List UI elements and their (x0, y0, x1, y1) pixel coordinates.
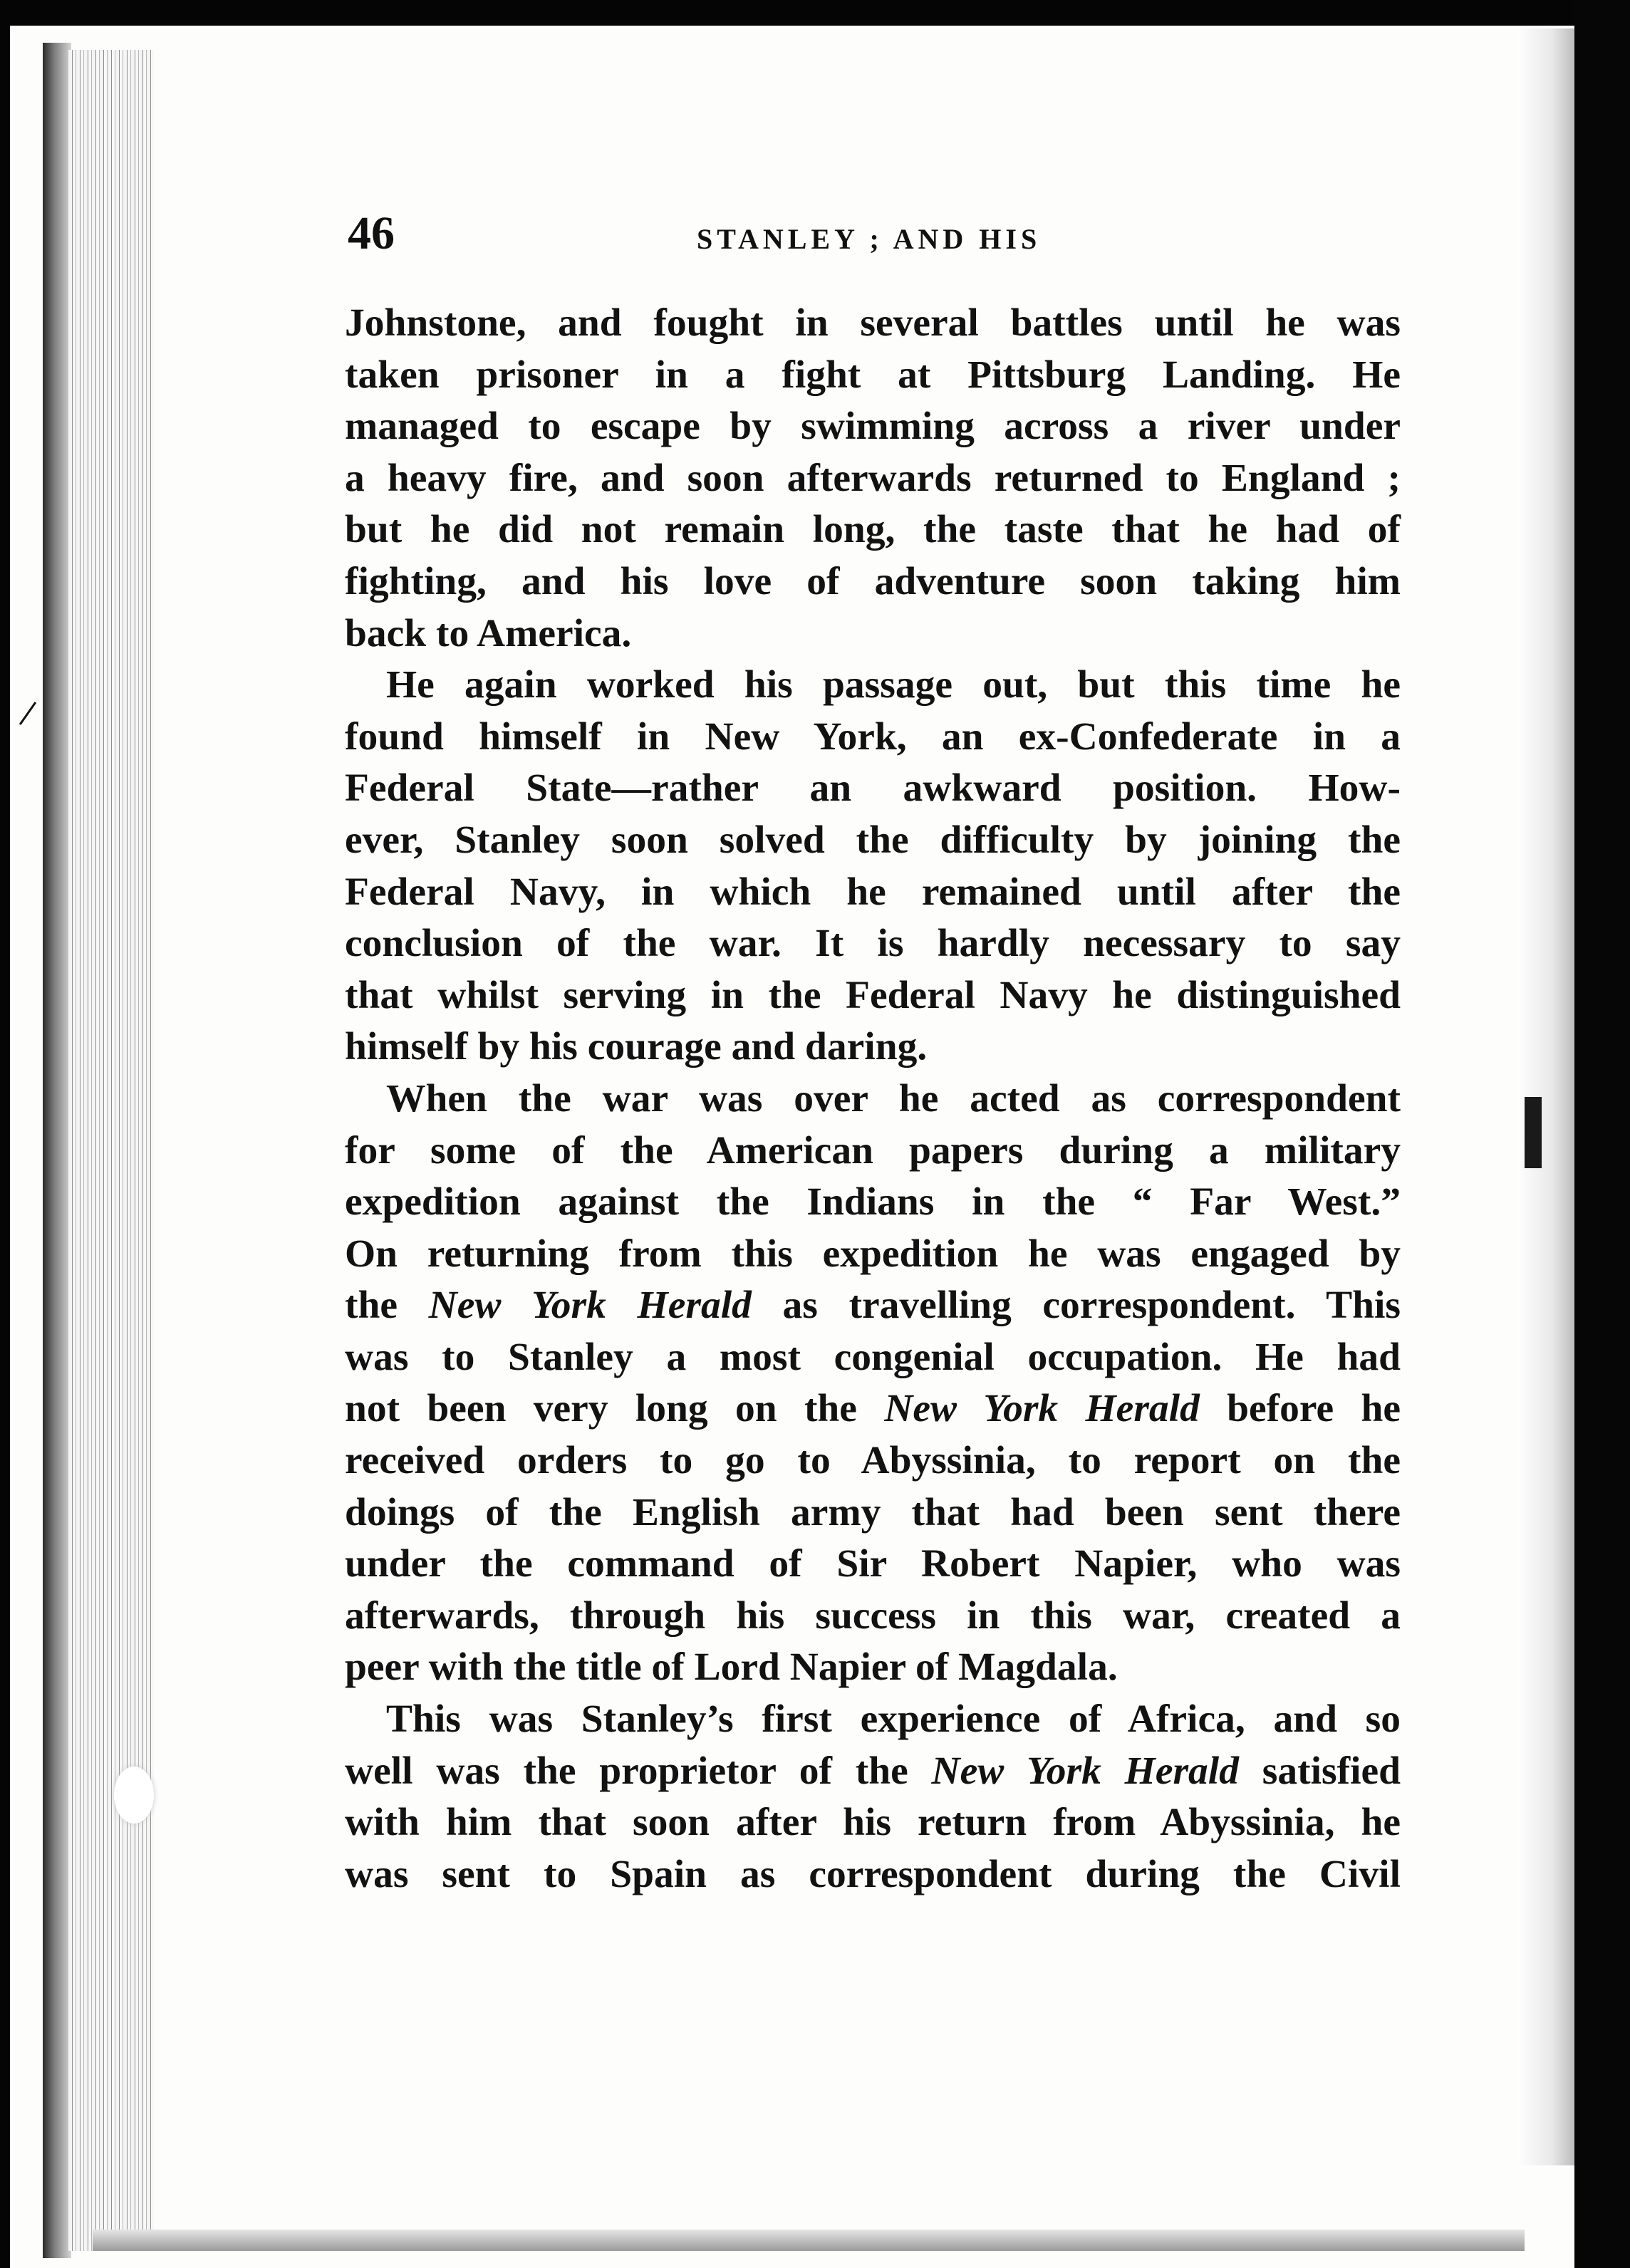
paragraph (345, 1694, 1401, 1900)
text-run: before he (1199, 1387, 1401, 1431)
text-run: ever, Stanley soon solved the difficulty by joining the (345, 818, 1401, 862)
text-run: On returning from this expedition he was engaged by (345, 1232, 1401, 1276)
text-line (345, 504, 1401, 556)
text-run: managed to escape by swimming across a river under (345, 405, 1401, 449)
text-line (345, 1383, 1401, 1435)
text-line (345, 763, 1401, 815)
text-line (345, 556, 1401, 608)
scan-artifact-notch (1525, 1097, 1542, 1168)
paper-hole (114, 1767, 154, 1824)
text-line (345, 1332, 1401, 1384)
text-run: that whilst serving in the Federal Navy he distinguished (345, 973, 1401, 1017)
text-run: Federal State—rather an awkward position. How- (345, 766, 1401, 811)
text-run: Johnstone, and fought in several battles until he was (345, 301, 1401, 345)
text-run: found himself in New York, an ex-Confederate in a (345, 714, 1401, 759)
book-page-edges (68, 50, 154, 2251)
text-run: was sent to Spain as correspondent during the Civil (345, 1852, 1401, 1896)
paragraph (345, 1073, 1401, 1694)
text-run: He again worked his passage out, but this time he (386, 663, 1401, 707)
paragraph (345, 298, 1401, 660)
text-line (345, 712, 1401, 764)
text-run: himself by his courage and daring. (345, 1025, 928, 1069)
italic-title: New York Herald (428, 1284, 752, 1328)
text-run: expedition against the Indians in the “ Far West.” (345, 1180, 1401, 1224)
text-run: a heavy fire, and soon afterwards returned to England ; (345, 456, 1401, 500)
text-line (345, 1591, 1401, 1643)
text-line (345, 867, 1401, 919)
text-run: When the war was over he acted as correspondent (386, 1076, 1401, 1120)
text-run: but he did not remain long, the taste that he had of (345, 508, 1401, 552)
text-run: This was Stanley’s first experience of Africa, and so (386, 1697, 1401, 1742)
text-line (345, 1435, 1401, 1487)
text-run: doings of the English army that had been sent there (345, 1490, 1401, 1534)
book-bottom-edge (93, 2230, 1525, 2251)
text-run: well was the proprietor of the (345, 1749, 932, 1793)
margin-mark (19, 702, 36, 725)
running-head (348, 207, 1416, 271)
italic-title: New York Herald (884, 1387, 1200, 1431)
text-line (345, 1073, 1401, 1125)
text-line (345, 1797, 1401, 1849)
scan-border-right (1574, 0, 1630, 2268)
text-line (345, 1229, 1401, 1281)
text-line (345, 1849, 1401, 1901)
text-run: as travelling correspondent. This (751, 1284, 1401, 1328)
text-run: satisfied (1238, 1749, 1401, 1793)
text-line (345, 1642, 1401, 1694)
text-line (345, 1021, 1401, 1073)
page-number: 46 (348, 207, 395, 259)
text-run: for some of the American papers during a military (345, 1128, 1401, 1172)
text-line (345, 1746, 1401, 1798)
book-spine-shadow (43, 43, 71, 2258)
text-run: Federal Navy, in which he remained until after the (345, 870, 1401, 914)
scan-border-top (0, 0, 1630, 26)
text-line (345, 1280, 1401, 1332)
text-run: fighting, and his love of adventure soon taking him (345, 559, 1401, 603)
text-line (345, 815, 1401, 867)
paragraph (345, 660, 1401, 1073)
italic-title: New York Herald (931, 1749, 1239, 1793)
text-line (345, 1694, 1401, 1746)
text-line (345, 453, 1401, 505)
text-line (345, 660, 1401, 712)
text-line (345, 970, 1401, 1022)
text-run: back to America. (345, 611, 632, 655)
text-run: was to Stanley a most congenial occupation. He had (345, 1335, 1401, 1379)
text-run: with him that soon after his return from Abyssinia, he (345, 1801, 1401, 1845)
text-line (345, 350, 1401, 402)
scan-border-left (0, 0, 10, 2268)
text-line (345, 1177, 1401, 1229)
text-line (345, 1539, 1401, 1591)
text-run: taken prisoner in a fight at Pittsburg Landing. He (345, 353, 1401, 397)
text-run: the (345, 1284, 429, 1328)
text-line (345, 608, 1401, 660)
text-line (345, 298, 1401, 350)
text-run: peer with the title of Lord Napier of Magdala. (345, 1645, 1118, 1690)
text-line (345, 918, 1401, 970)
text-line (345, 1487, 1401, 1539)
body-text (345, 298, 1401, 1900)
text-run: afterwards, through his success in this war, created a (345, 1593, 1401, 1638)
running-title: STANLEY ; AND HIS (697, 223, 1042, 255)
text-line (345, 401, 1401, 453)
text-run: conclusion of the war. It is hardly necessary to say (345, 922, 1401, 966)
text-run: received orders to go to Abyssinia, to report on the (345, 1439, 1401, 1483)
text-run: not been very long on the (345, 1387, 885, 1431)
text-run: under the command of Sir Robert Napier, who was (345, 1542, 1401, 1586)
text-line (345, 1125, 1401, 1177)
